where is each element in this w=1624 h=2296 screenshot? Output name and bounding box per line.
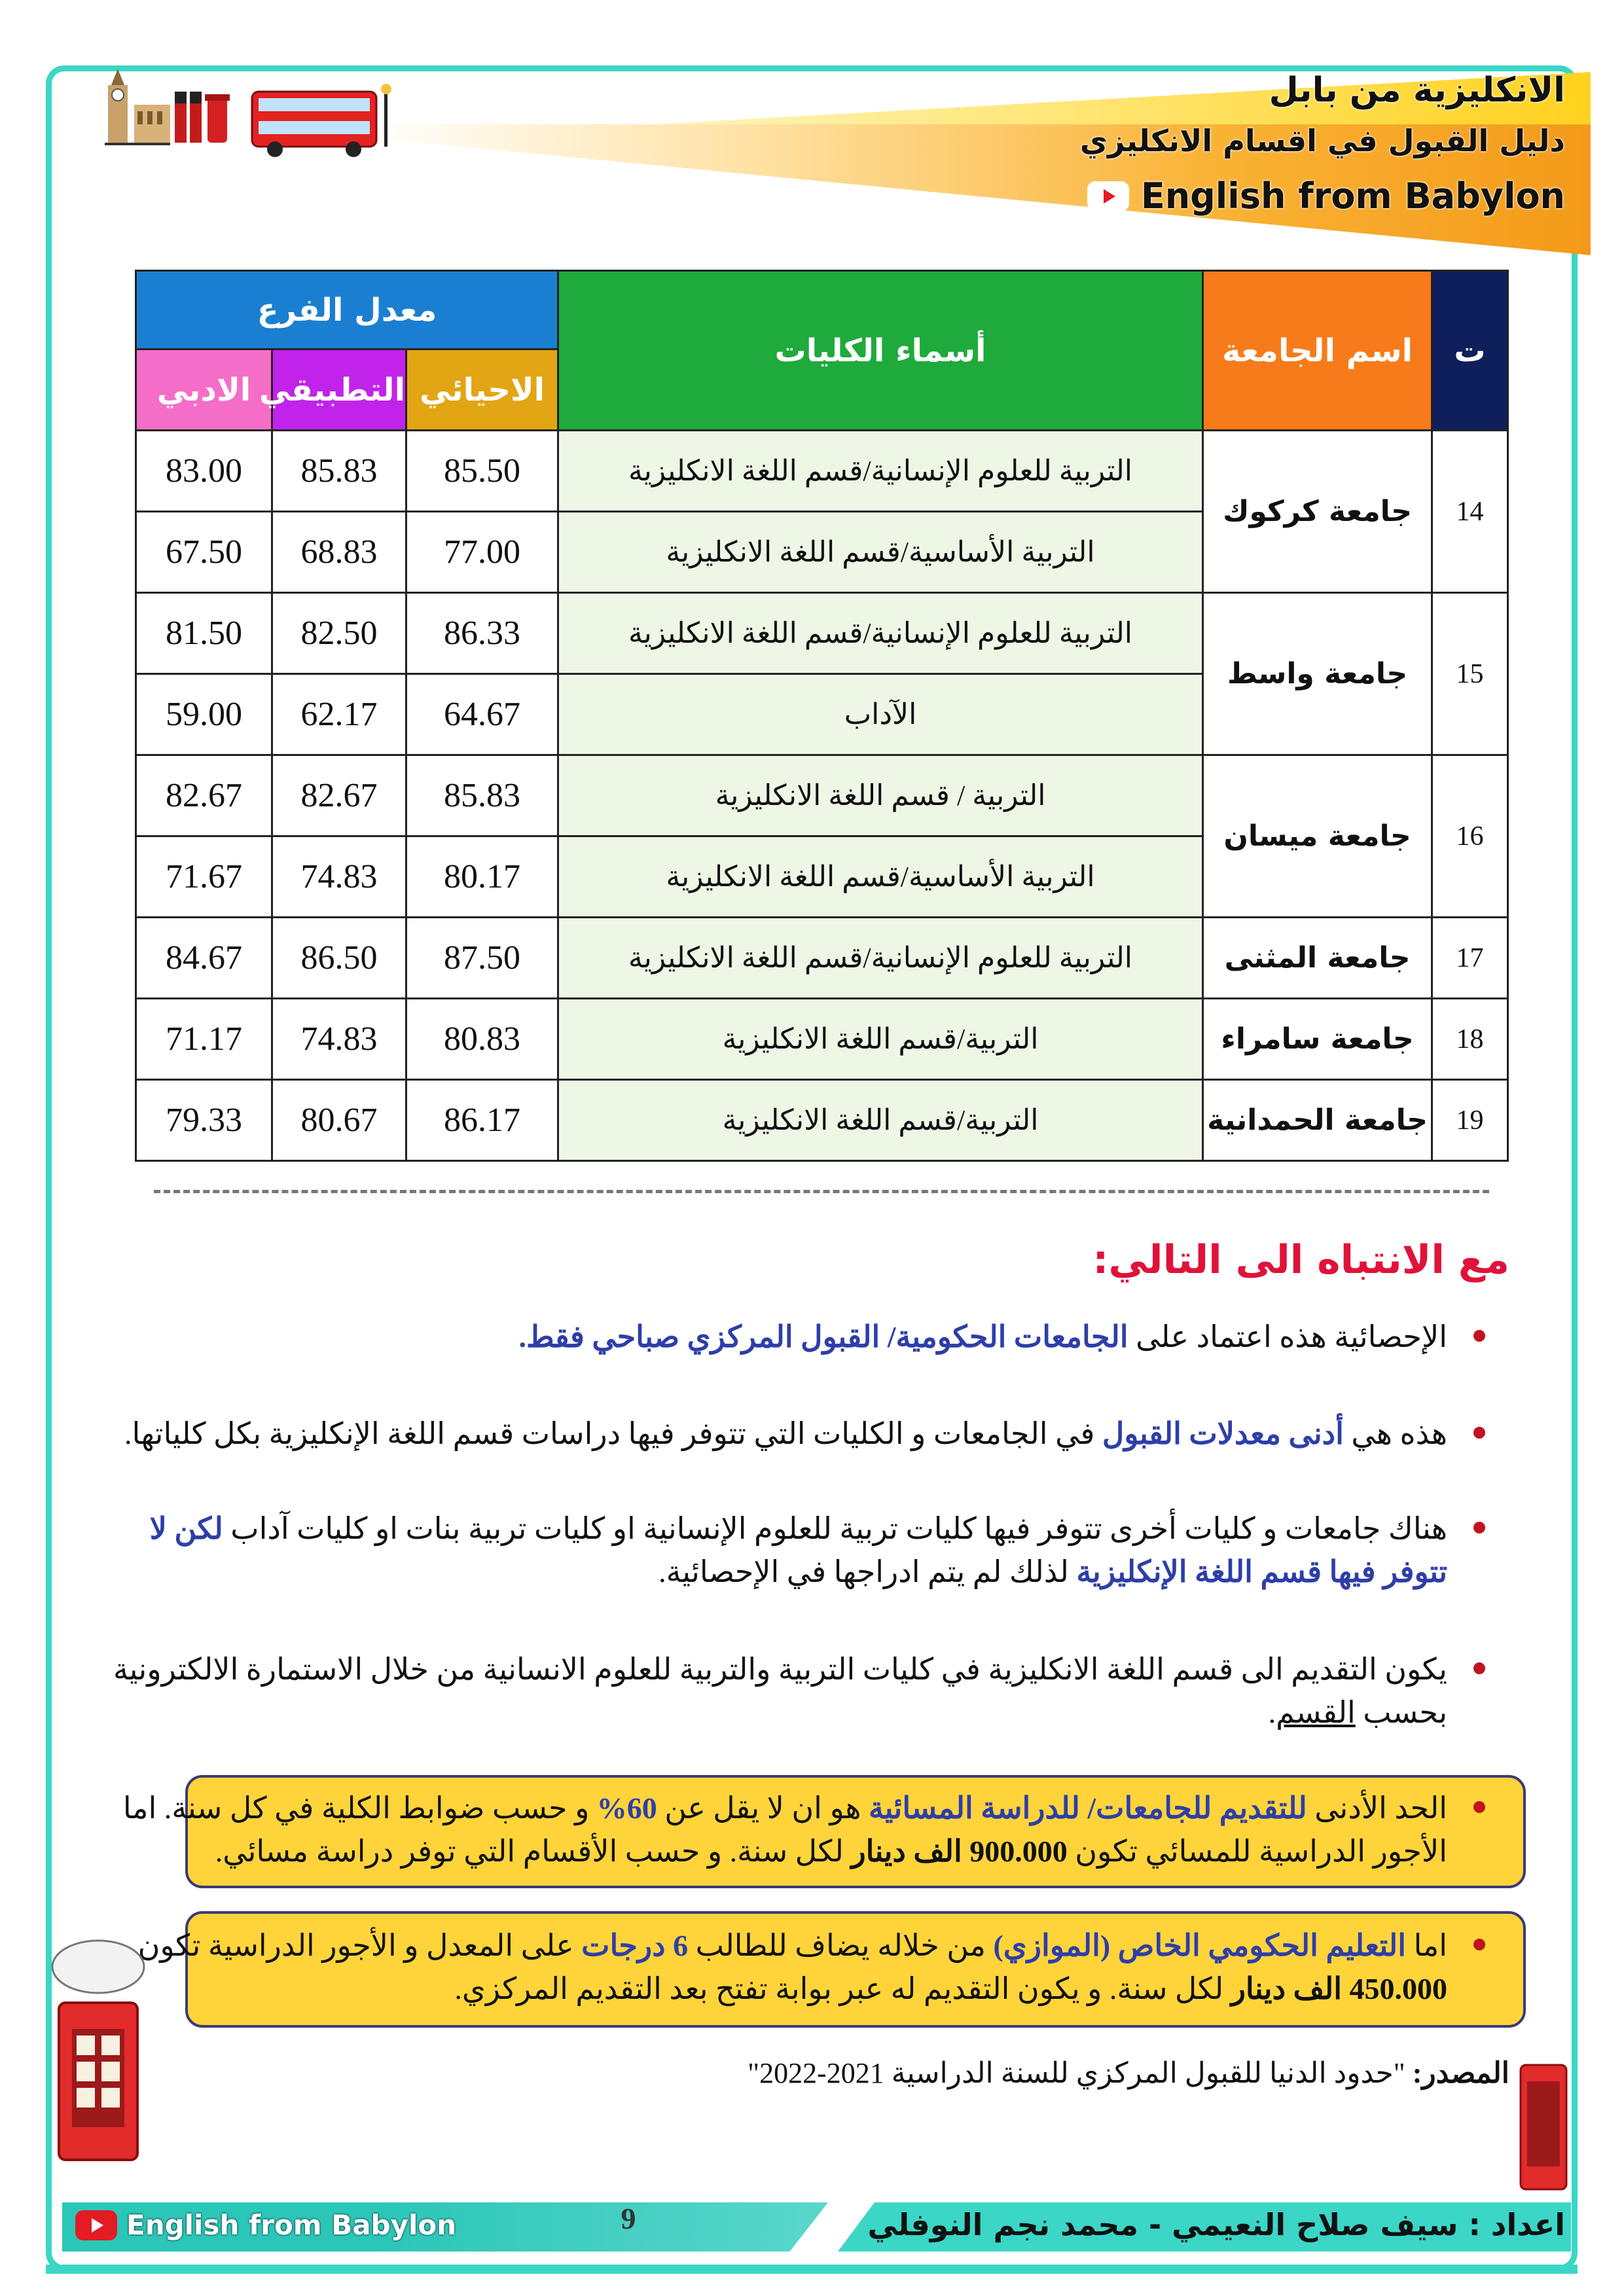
- applied-value: 80.67: [272, 1080, 406, 1161]
- college-name: التربية للعلوم الإنسانية/قسم اللغة الانكليزية: [558, 431, 1203, 512]
- literary-value: 71.17: [136, 999, 272, 1080]
- college-name: التربية/قسم اللغة الانكليزية: [558, 1080, 1203, 1161]
- note-highlight: لكن لا تتوفر فيها قسم اللغة الإنكليزية: [149, 1512, 1447, 1588]
- note-text: الحد الأدنى: [1307, 1791, 1447, 1825]
- note-text: على المعدل و الأجور الدراسية تكون: [137, 1929, 582, 1962]
- applied-value: 74.83: [272, 836, 406, 918]
- header-colleges: أسماء الكليات: [558, 271, 1203, 431]
- literary-value: 81.50: [136, 593, 272, 674]
- source-text: "حدود الدنيا للقبول المركزي للسنة الدراسية 2021-2022": [748, 2057, 1413, 2089]
- college-name: التربية/قسم اللغة الانكليزية: [558, 999, 1203, 1080]
- footer-brand-label: English from Babylon: [126, 2209, 457, 2241]
- header-biology: الاحيائي: [406, 350, 558, 431]
- biology-value: 85.50: [406, 431, 558, 512]
- note-text: لكل سنة. و حسب الأقسام التي توفر دراسة مسائي.: [215, 1835, 852, 1868]
- row-number: 17: [1432, 918, 1508, 999]
- note-bold: 900.000: [969, 1835, 1068, 1868]
- biology-value: 86.33: [406, 593, 558, 674]
- college-name: الآداب: [558, 674, 1203, 755]
- youtube-icon: [75, 2210, 117, 2240]
- note-highlight: للتقديم للجامعات/ للدراسة المسائية: [869, 1791, 1307, 1825]
- note-highlight: 6 درجات: [581, 1929, 689, 1962]
- row-number: 14: [1432, 431, 1508, 593]
- note-text: هناك جامعات و كليات أخرى تتوفر فيها كليات تربية للعلوم الإنسانية او كليات تربية بنات او كليات آداب: [223, 1512, 1447, 1545]
- footer-brand[interactable]: [75, 2209, 456, 2241]
- literary-value: 67.50: [136, 512, 272, 593]
- footer-author: اعداد : سيف صلاح النعيمي - محمد نجم النوفلي: [867, 2207, 1565, 2242]
- row-number: 15: [1432, 593, 1508, 755]
- literary-value: 79.33: [136, 1080, 272, 1161]
- note-text: و حسب ضوابط الكلية في كل سنة. اما الأجور الدراسية للمسائي تكون: [122, 1791, 1447, 1868]
- applied-value: 82.50: [272, 593, 406, 674]
- biology-value: 86.17: [406, 1080, 558, 1161]
- college-name: التربية للعلوم الإنسانية/قسم اللغة الانكليزية: [558, 593, 1203, 674]
- note-text: هو ان لا يقل عن: [657, 1791, 869, 1825]
- row-number: 19: [1432, 1080, 1508, 1161]
- header-brand[interactable]: [1087, 175, 1565, 217]
- note-text: هذه هي: [1343, 1417, 1447, 1450]
- table-row: [136, 431, 1508, 512]
- university-name: جامعة سامراء: [1203, 999, 1432, 1080]
- note-text: لذلك لم يتم ادراجها في الإحصائية.: [659, 1555, 1077, 1588]
- header-university: اسم الجامعة: [1203, 271, 1432, 431]
- applied-value: 86.50: [272, 918, 406, 999]
- row-number: 16: [1432, 755, 1508, 918]
- literary-value: 71.67: [136, 836, 272, 918]
- bottom-strip: [46, 2265, 1578, 2274]
- header-brand-label: English from Babylon: [1140, 175, 1565, 217]
- note-highlight: أدنى معدلات القبول: [1102, 1417, 1344, 1450]
- note-text: في الجامعات و الكليات التي تتوفر فيها دراسات قسم اللغة الإنكليزية بكل كلياتها.: [124, 1417, 1102, 1450]
- notes-heading: مع الانتباه الى التالي:: [1092, 1237, 1509, 1283]
- note-5: [92, 1787, 1447, 1873]
- note-text: لكل سنة. و يكون التقديم له عبر بوابة تفتح بعد التقديم المركزي.: [454, 1972, 1231, 2005]
- college-name: التربية / قسم اللغة الانكليزية: [558, 755, 1203, 836]
- applied-value: 85.83: [272, 431, 406, 512]
- biology-value: 80.17: [406, 836, 558, 918]
- biology-value: 77.00: [406, 512, 558, 593]
- biology-value: 87.50: [406, 918, 558, 999]
- header-literary: الادبي: [136, 350, 272, 431]
- youtube-icon: [1087, 181, 1129, 211]
- biology-value: 80.83: [406, 999, 558, 1080]
- bullet-icon: [1473, 1801, 1485, 1813]
- header-subtitle: دليل القبول في اقسام الانكليزي: [1079, 123, 1565, 158]
- university-name: جامعة واسط: [1203, 593, 1432, 755]
- table-row: [136, 918, 1508, 999]
- biology-value: 85.83: [406, 755, 558, 836]
- table-row: [136, 593, 1508, 674]
- header-title: الانكليزية من بابل: [1269, 71, 1565, 110]
- college-name: التربية الأساسية/قسم اللغة الانكليزية: [558, 836, 1203, 918]
- note-2: [92, 1412, 1447, 1456]
- dashed-divider: [154, 1190, 1489, 1193]
- applied-value: 68.83: [272, 512, 406, 593]
- biology-value: 64.67: [406, 674, 558, 755]
- university-name: جامعة كركوك: [1203, 431, 1432, 593]
- university-name: جامعة ميسان: [1203, 755, 1432, 918]
- note-text: من خلاله يضاف للطالب: [688, 1929, 994, 1962]
- table-row: [136, 755, 1508, 836]
- college-name: التربية للعلوم الإنسانية/قسم اللغة الانكليزية: [558, 918, 1203, 999]
- note-4: [92, 1648, 1447, 1734]
- university-name: جامعة المثنى: [1203, 918, 1432, 999]
- note-highlight: 60%: [596, 1791, 657, 1825]
- note-bold: الف دينار: [851, 1835, 970, 1868]
- table-row: [136, 999, 1508, 1080]
- applied-value: 74.83: [272, 999, 406, 1080]
- note-highlight: التعليم الحكومي الخاص (الموازي): [993, 1929, 1407, 1962]
- university-name: جامعة الحمدانية: [1203, 1080, 1432, 1161]
- page-number: 9: [621, 2202, 636, 2235]
- source-label: المصدر:: [1412, 2057, 1509, 2089]
- note-bold: الف دينار: [1231, 1972, 1350, 2005]
- note-text: .: [1268, 1696, 1276, 1729]
- phone-booth-icon: [43, 1931, 154, 2166]
- header-applied: التطبيقي: [272, 350, 406, 431]
- note-highlight: الجامعات الحكومية/ القبول المركزي صباحي فقط.: [518, 1320, 1128, 1354]
- note-text: الإحصائية هذه اعتماد على: [1128, 1320, 1447, 1354]
- table-row: [136, 1080, 1508, 1161]
- header-branch-avg: معدل الفرع: [136, 271, 558, 350]
- bullet-icon: [1473, 1939, 1485, 1950]
- bullet-icon: [1473, 1330, 1485, 1342]
- note-6: [92, 1924, 1447, 2011]
- london-illustration-icon: [101, 65, 396, 177]
- applied-value: 82.67: [272, 755, 406, 836]
- note-3: [92, 1507, 1447, 1594]
- literary-value: 84.67: [136, 918, 272, 999]
- admission-table: [135, 270, 1509, 1162]
- literary-value: 82.67: [136, 755, 272, 836]
- phone-booth-icon: [1517, 2062, 1570, 2193]
- header-num: ت: [1432, 271, 1508, 431]
- applied-value: 62.17: [272, 674, 406, 755]
- literary-value: 59.00: [136, 674, 272, 755]
- bullet-icon: [1473, 1427, 1485, 1439]
- literary-value: 83.00: [136, 431, 272, 512]
- college-name: التربية الأساسية/قسم اللغة الانكليزية: [558, 512, 1203, 593]
- bullet-icon: [1473, 1662, 1485, 1674]
- note-1: [92, 1316, 1447, 1359]
- bullet-icon: [1473, 1522, 1485, 1534]
- note-text: اما: [1406, 1929, 1447, 1962]
- source-line: [748, 2056, 1509, 2090]
- note-underlined: القسم: [1276, 1696, 1356, 1729]
- row-number: 18: [1432, 999, 1508, 1080]
- note-bold: 450.000: [1349, 1972, 1447, 2005]
- note-text: يكون التقديم الى قسم اللغة الانكليزية في كليات التربية والتربية للعلوم الانسانية من خلال الاستمارة الالكترونية بحسب: [113, 1653, 1447, 1729]
